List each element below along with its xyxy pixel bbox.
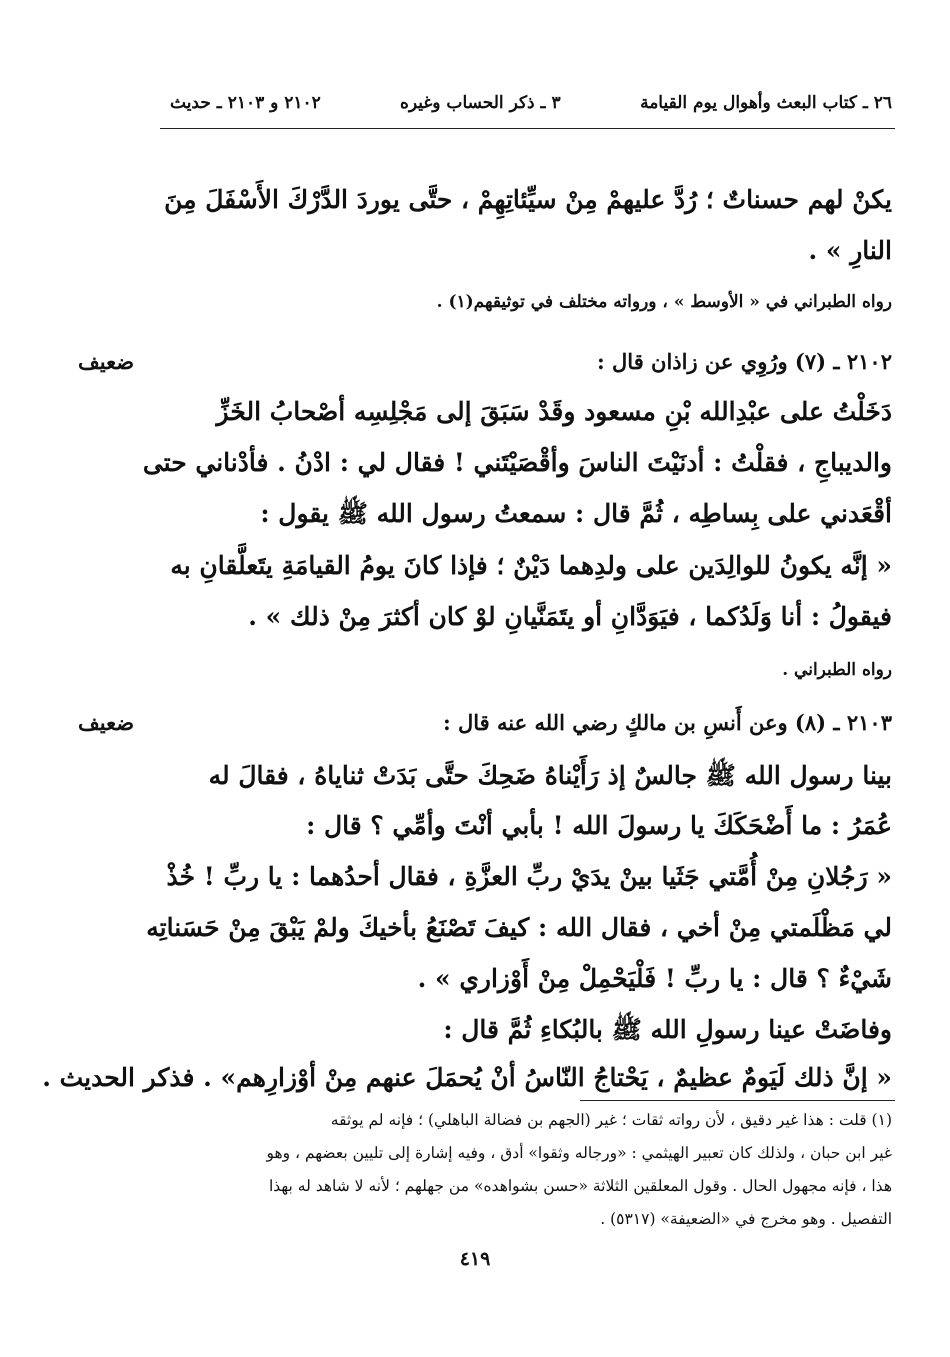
text-line: دَخَلْتُ على عبْدِالله بْنِ مسعود وقَدْ سَبَقَ إلى مَجْلِسِه أصْحابُ الخَزِّ [216,397,892,426]
source-note: رواه الطبراني . [782,660,892,680]
footnote-line: هذا ، فإنه مجهول الحال . وقول المعلقين الثلاثة «حسن بشواهده» من جهلهم ؛ لأنه لا شاهد له بهذا [268,1177,892,1195]
footnote-divider [580,1100,895,1101]
text-line: بينا رسول الله ﷺ جالسٌ إذ رَأَيْناهُ ضَحِكَ حتَّى بَدَتْ ثناياهُ ، فقالَ له [208,761,892,790]
hadith-heading: ٢١٠٢ ـ (٧) ورُوِي عن زاذان قال : [596,349,892,374]
text-line: يكنْ لهم حسناتٌ ؛ رُدَّ عليهمْ مِنْ سيِّئاتِهِمْ ، حتَّى يوردَ الدَّرْكَ الأَسْفَلَ مِنَ [164,185,892,214]
footnote-line: غير ابن حبان ، ولذلك كان تعبير الهيثمي : «ورجاله وثقوا» أدق ، وفيه إشارة إلى تليين بعضهم ، وهو [266,1144,892,1162]
text-line: والديباجِ ، فقلْتُ : أدنَيْتَ الناسَ وأقْصَيْتَني ! فقال لي : ادْنُ . فأدْناني حتى [142,448,892,477]
header-book-title: ٢٦ ـ كتاب البعث وأهوال يوم القيامة [640,93,892,113]
text-line: لي مَظْلَمتي مِنْ أخي ، فقال الله : كيفَ تَصْنَعُ بأخيكَ ولمْ يَبْقَ مِنْ حَسَناتِه [146,913,892,942]
text-line: « إنَّ ذلك لَيَومٌ عظيمٌ ، يَحْتاجُ النّاسُ أنْ يُحمَلَ عنهم مِنْ أوْزارِهم» . فذكر الحديث . [42,1063,892,1092]
text-line: « إنَّه يكونُ للوالِدَين على ولدِهما دَيْنٌ ؛ فإذا كانَ يومُ القيامَةِ يتَعلَّقانِ به [170,551,892,580]
grade-label: ضعيف [78,710,135,735]
text-line: « رَجُلانِ مِنْ أُمَّتي جَثَيا بينْ يدَيْ ربِّ العزَّةِ ، فقال أحدُهما : يا ربِّ ! خُذْ [166,862,892,891]
text-line: أقْعَدني على بِساطِه ، ثُمَّ قال : سمعتُ رسول الله ﷺ يقول : [260,499,892,528]
text-line: شَيْءٌ ؟ قال : يا ربِّ ! فَلْيَحْمِلْ مِنْ أَوْزاري » . [417,964,892,993]
text-line: فيقولُ : أنا وَلَدُكما ، فيَوَدَّانِ أو يتَمَنَّيانِ لوْ كان أكثرَ مِنْ ذلك » . [248,602,892,631]
header-divider [160,128,895,129]
text-line: وفاضَتْ عينا رسولِ الله ﷺ بالبُكاءِ ثُمَّ قال : [443,1015,892,1044]
source-note: رواه الطبراني في « الأوسط » ، ورواته مختلف في توثيقهم(١) . [436,292,892,312]
text-line: النارِ » . [808,236,892,265]
grade-label: ضعيف [78,349,135,374]
text-line: عُمَرُ : ما أَضْحَكَكَ يا رسولَ الله ! بأبي أنْتَ وأمِّي ؟ قال : [306,811,892,840]
page-number: ٤١٩ [459,1248,491,1270]
footnote-line: (١) قلت : هذا غير دقيق ، لأن رواته ثقات ؛ غير (الجهم بن فضالة الباهلي) ؛ فإنه لم يوثقه [330,1111,892,1129]
footnote-line: التفصيل . وهو مخرج في «الضعيفة» (٥٣١٧) . [600,1210,892,1228]
hadith-heading: ٢١٠٣ ـ (٨) وعن أَنسِ بن مالكٍ رضي الله عنه قال : [442,710,892,735]
header-chapter-title: ٣ ـ ذكر الحساب وغيره [400,93,561,113]
header-hadith-range: ٢١٠٢ و ٢١٠٣ ـ حديث [170,93,321,113]
